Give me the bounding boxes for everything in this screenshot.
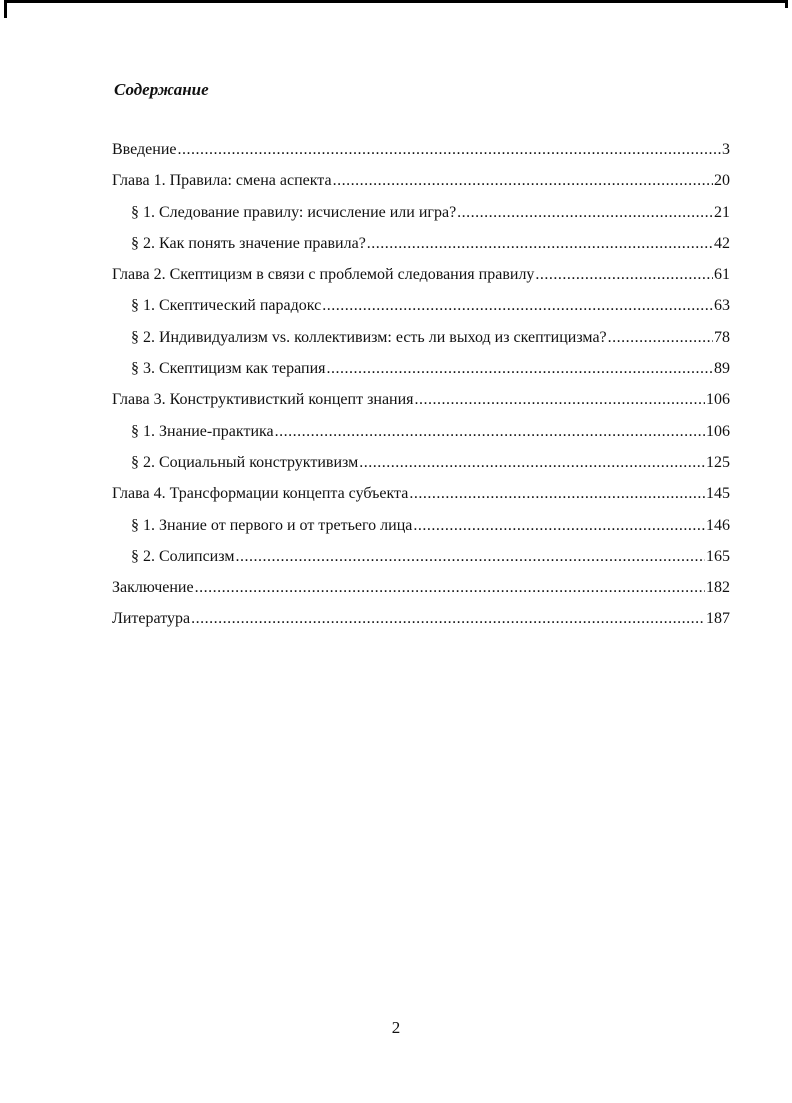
toc-entry-page: 89 — [714, 360, 730, 378]
table-of-contents — [112, 134, 730, 635]
toc-entry-page: 78 — [714, 328, 730, 346]
toc-entry-label: § 1. Следование правилу: исчисление или игра? — [131, 203, 457, 221]
scan-border-top — [4, 0, 788, 3]
toc-dot-leader — [333, 165, 713, 196]
toc-chapter-row — [112, 572, 730, 603]
toc-entry-label: § 2. Индивидуализм vs. коллективизм: есть ли выход из скептицизма? — [131, 328, 607, 346]
toc-entry-label: Литература — [112, 610, 191, 628]
scan-border-left — [4, 0, 7, 18]
toc-dot-leader — [322, 290, 713, 321]
toc-entry-label: § 2. Как понять значение правила? — [131, 234, 366, 252]
toc-dot-leader — [235, 541, 705, 572]
toc-chapter-row — [112, 603, 730, 634]
toc-dot-leader — [367, 228, 713, 259]
toc-entry-page: 63 — [714, 297, 730, 315]
toc-entry-page: 20 — [714, 172, 730, 190]
toc-entry-page: 106 — [706, 422, 730, 440]
toc-section-row — [112, 228, 730, 259]
toc-entry-label: Заключение — [112, 579, 194, 597]
scan-border-right — [785, 0, 788, 8]
toc-entry-label: Глава 1. Правила: смена аспекта — [112, 172, 332, 190]
toc-dot-leader — [359, 447, 705, 478]
toc-dot-leader — [413, 510, 705, 541]
toc-chapter-row — [112, 478, 730, 509]
toc-dot-leader — [535, 259, 713, 290]
toc-chapter-row — [112, 384, 730, 415]
toc-entry-page: 187 — [706, 610, 730, 628]
page-number: 2 — [391, 1018, 401, 1037]
toc-entry-page: 145 — [706, 485, 730, 503]
toc-entry-page: 3 — [722, 141, 730, 158]
toc-entry-page: 61 — [714, 266, 730, 284]
toc-entry-page: 182 — [706, 579, 730, 597]
toc-dot-leader — [326, 353, 713, 384]
toc-entry-page: 146 — [706, 516, 730, 534]
toc-dot-leader — [457, 197, 713, 228]
toc-entry-label: Глава 4. Трансформации концепта субъекта — [112, 485, 409, 503]
toc-entry-label: § 1. Знание от первого и от третьего лица — [131, 516, 413, 534]
toc-dot-leader — [409, 478, 705, 509]
toc-chapter-row — [112, 134, 730, 165]
toc-section-row — [112, 416, 730, 447]
toc-entry-label: § 3. Скептицизм как терапия — [131, 360, 326, 378]
toc-entry-label: Глава 3. Конструктивисткий концепт знания — [112, 391, 414, 409]
toc-chapter-row — [112, 259, 730, 290]
toc-entry-label: § 2. Солипсизм — [131, 547, 235, 565]
toc-dot-leader — [415, 384, 705, 415]
toc-dot-leader — [608, 322, 713, 353]
toc-entry-page: 42 — [714, 234, 730, 252]
toc-dot-leader — [275, 416, 705, 447]
toc-section-row — [112, 541, 730, 572]
toc-entry-label: § 1. Скептический парадокс — [131, 297, 322, 315]
toc-dot-leader — [178, 134, 722, 165]
toc-dot-leader — [191, 603, 705, 634]
toc-section-row — [112, 322, 730, 353]
toc-dot-leader — [195, 572, 705, 603]
toc-entry-page: 21 — [714, 203, 730, 221]
toc-entry-label: Глава 2. Скептицизм в связи с проблемой следования правилу — [112, 266, 535, 284]
toc-entry-page: 106 — [706, 391, 730, 409]
toc-entry-label: § 1. Знание-практика — [131, 422, 274, 440]
toc-section-row — [112, 290, 730, 321]
toc-section-row — [112, 510, 730, 541]
toc-entry-page: 125 — [706, 453, 730, 471]
toc-chapter-row — [112, 165, 730, 196]
toc-section-row — [112, 353, 730, 384]
toc-entry-label: § 2. Социальный конструктивизм — [131, 453, 359, 471]
toc-entry-label: Введение — [112, 141, 177, 158]
toc-section-row — [112, 197, 730, 228]
toc-section-row — [112, 447, 730, 478]
toc-entry-page: 165 — [706, 547, 730, 565]
toc-heading: Содержание — [114, 80, 209, 99]
